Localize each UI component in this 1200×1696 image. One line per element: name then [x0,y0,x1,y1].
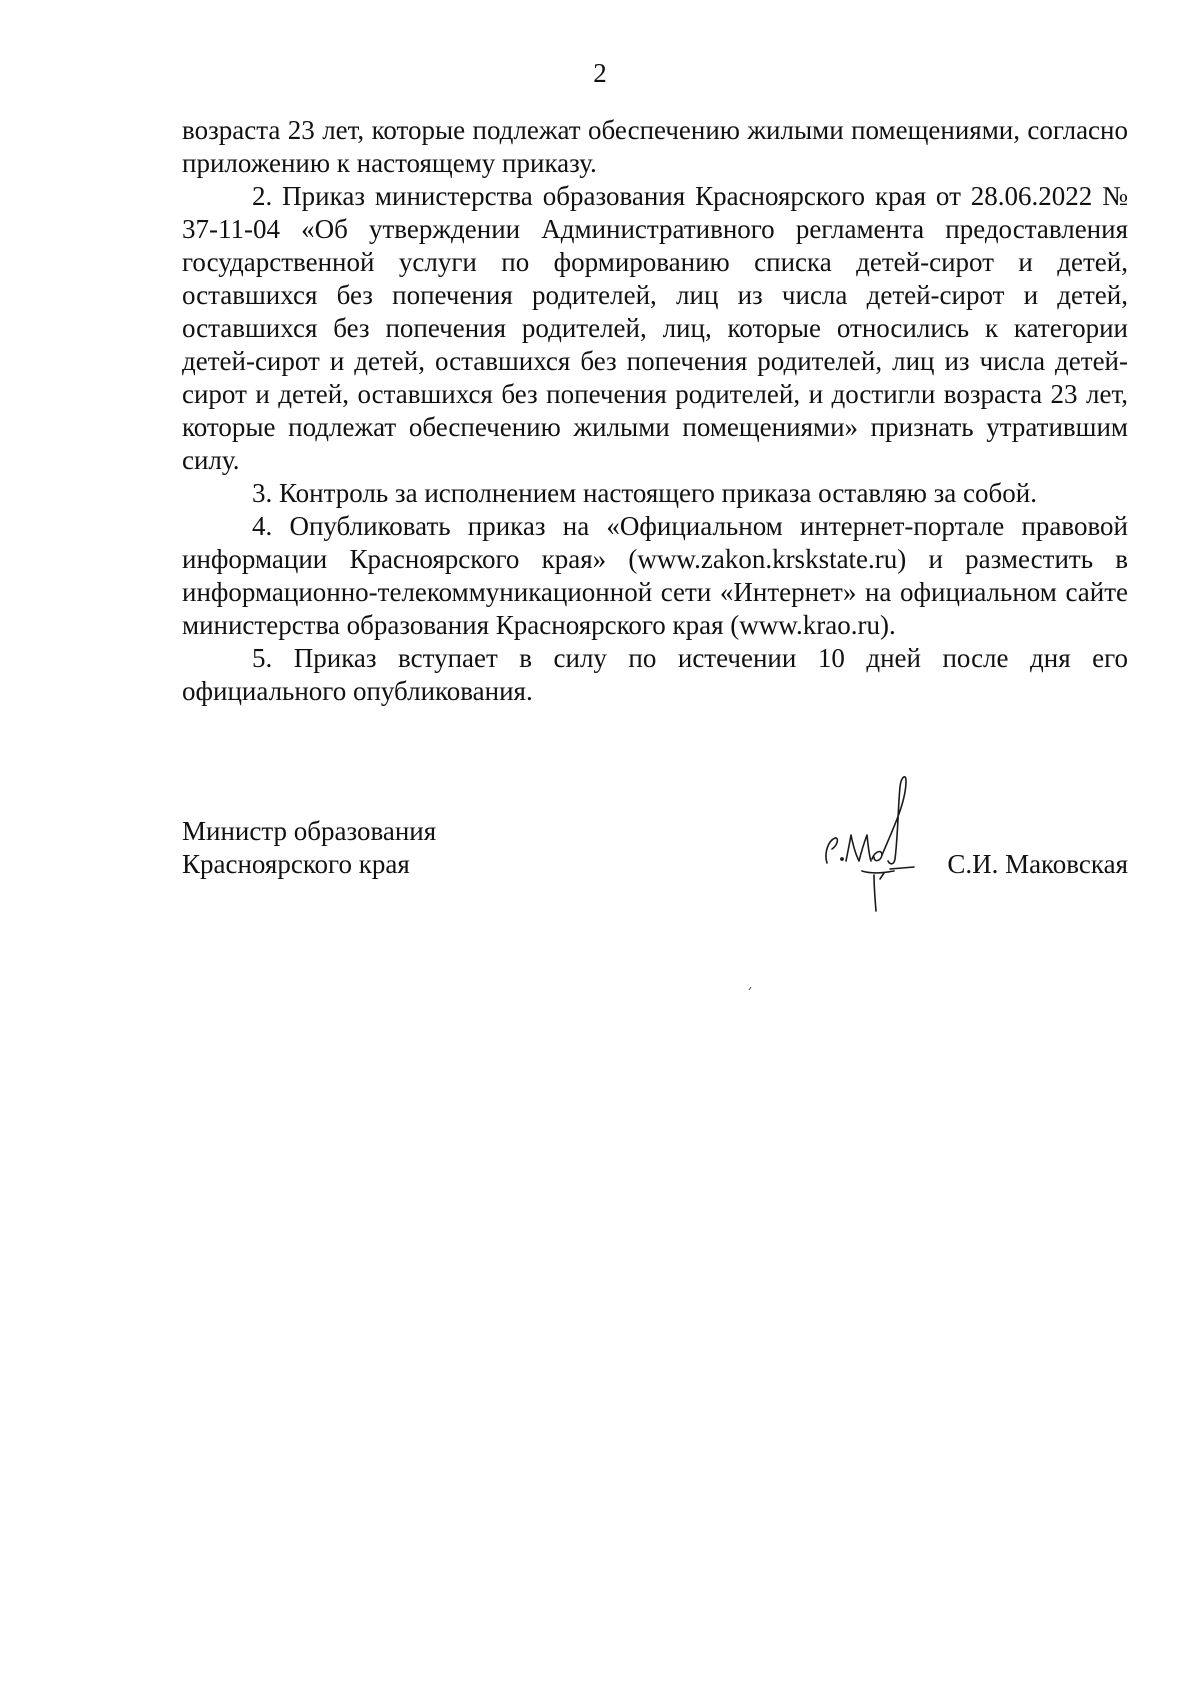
signer-name: С.И. Маковская [947,849,1128,879]
page-number: 2 [593,58,607,88]
signer-position [182,815,436,881]
signer-position-line-1: Министр образования [182,816,437,846]
signature-block [182,815,1128,935]
scan-speck [748,985,754,991]
paragraph-item-4: 4. Опубликовать приказ на «Официальном интернет-портале правовой информации Красноярского края» (www.zakon.krskstate.ru) и разместить в информационно-телекоммуникационной сети «Интернет» на официальном сайте министерства образования Красноярского края (www.krao.ru). [182,511,1128,640]
paragraph-item-5: 5. Приказ вступает в силу по истечении 10 дней после дня его официального опубликования. [182,643,1128,706]
paragraph-item-2: 2. Приказ министерства образования Красноярского края от 28.06.2022 № 37-11-04 «Об утверждении Административного регламента предоставления государственной услуги по формированию списка детей-сирот и детей, оставшихся без попечения родителей, лиц из числа детей-сирот и детей, оставшихся без попечения родителей, лиц, которые относились к категории детей-сирот и детей, оставшихся без попечения родителей, лиц из числа детей-сирот и детей, оставшихся без попечения родителей, и достигли возраста 23 лет, которые подлежат обеспечению жилыми помещениями» признать утратившим силу. [182,181,1128,475]
signer-position-line-2: Красноярского края [182,849,410,879]
paragraph-item-3: 3. Контроль за исполнением настоящего приказа оставляю за собой. [252,478,1037,508]
paragraph-continuation: возраста 23 лет, которые подлежат обеспечению жилыми помещениями, согласно приложению к настоящему приказу. [182,115,1128,178]
handwritten-signature [822,775,932,915]
document-body [182,114,1128,708]
